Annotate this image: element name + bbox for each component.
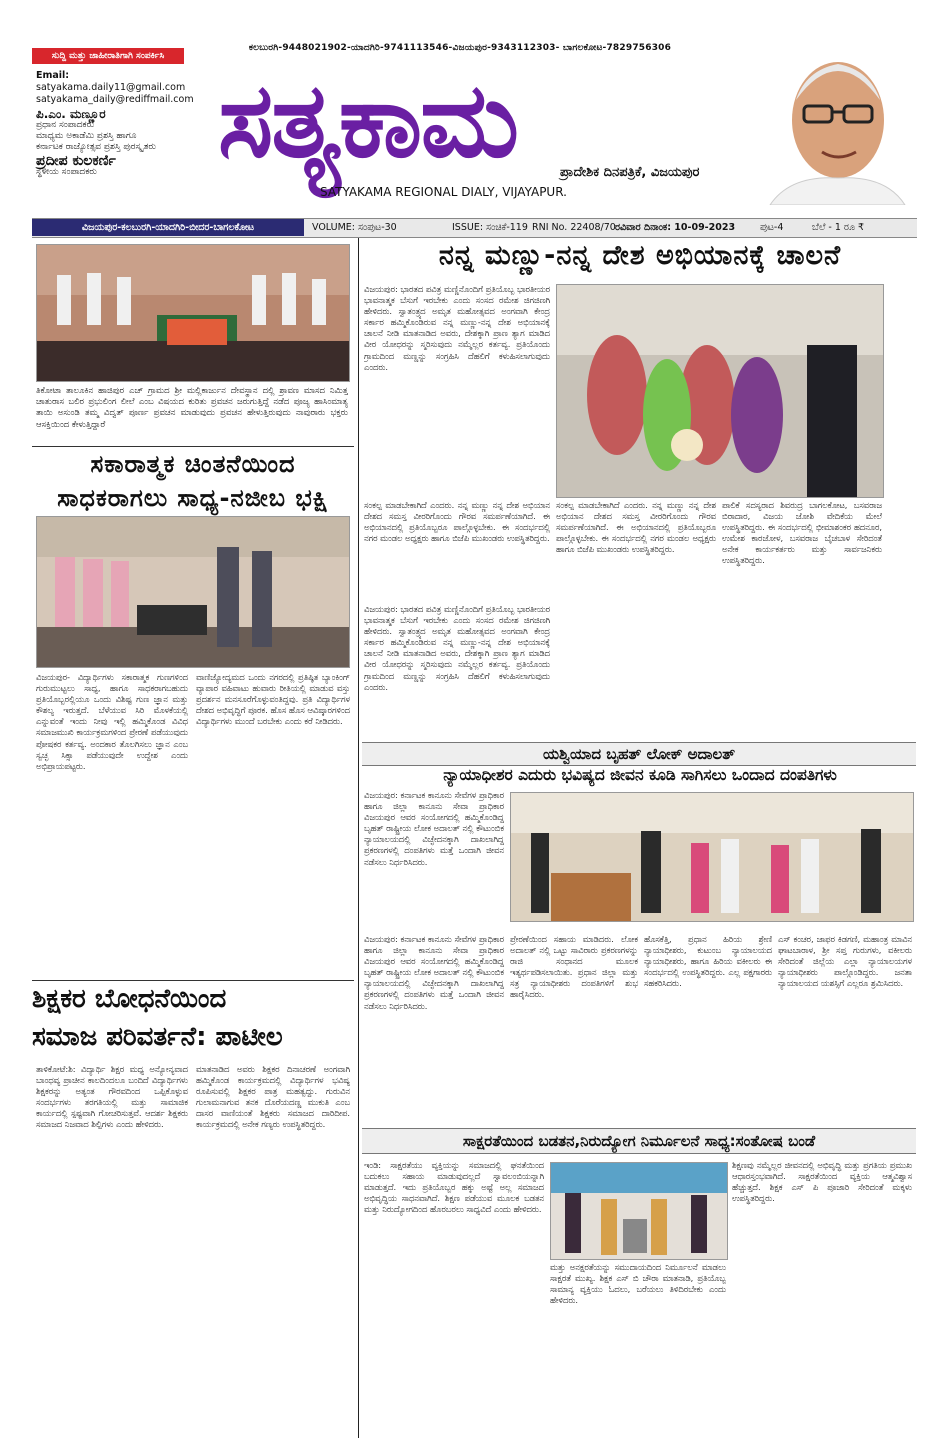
- lead-photo: [556, 284, 884, 498]
- email-1[interactable]: satyakama.daily11@gmail.com: [36, 82, 186, 93]
- editor-role-2: ಮಾಧ್ಯಮ ಅಕಾಡೆಮಿ ಪ್ರಶಸ್ತಿ ಹಾಗೂ: [36, 131, 137, 141]
- editor-role-1: ಪ್ರಧಾನ ಸಂಪಾದಕರು: [36, 120, 95, 130]
- rni-number: RNI No. 22408/70: [532, 222, 616, 233]
- lead-body-a: ವಿಜಯಪುರ: ಭಾರತದ ಪವಿತ್ರ ಮಣ್ಣಿನೊಂದಿಗೆ ಪ್ರತಿಯೊಬ್ಬ ಭಾರತೀಯರ ಭಾವನಾತ್ಮಕ ಬೆಸುಗೆ ಇರಬೇಕು ಎಂದು ಸಂಸದ ರಮೇಶ ಜಿಗಜಿಣಗಿ ಹೇಳಿದರು. ಸ್ವಾತಂತ್ರ್ಯದ ಅಮೃತ ಮಹೋತ್ಸವದ ಅಂಗವಾಗಿ ಕೇಂದ್ರ ಸರ್ಕಾರ ಹಮ್ಮಿಕೊಂಡಿರುವ ನನ್ನ ಮಣ್ಣು-ನನ್ನ ದೇಶ ಅಭಿಯಾನಕ್ಕೆ ಚಾಲನೆ ನೀಡಿ ಮಾತನಾಡಿದ ಅವರು, ದೇಶಕ್ಕಾಗಿ ಪ್ರಾಣ ತ್ಯಾಗ ಮಾಡಿದ ವೀರ ಯೋಧರನ್ನು ಸ್ಮರಿಸುವುದು ನಮ್ಮೆಲ್ಲರ ಕರ್ತವ್ಯ. ಪ್ರತಿಯೊಂದು ಗ್ರಾಮದಿಂದ ಮಣ್ಣನ್ನು ಸಂಗ್ರಹಿಸಿ ದೆಹಲಿಗೆ ಕಳುಹಿಸಲಾಗುವುದು ಎಂದರು.: [364, 284, 550, 372]
- lead-body-a2: ವಿಜಯಪುರ: ಭಾರತದ ಪವಿತ್ರ ಮಣ್ಣಿನೊಂದಿಗೆ ಪ್ರತಿಯೊಬ್ಬ ಭಾರತೀಯರ ಭಾವನಾತ್ಮಕ ಬೆಸುಗೆ ಇರಬೇಕು ಎಂದು ಸಂಸದ ರಮೇಶ ಜಿಗಜಿಣಗಿ ಹೇಳಿದರು. ಸ್ವಾತಂತ್ರ್ಯದ ಅಮೃತ ಮಹೋತ್ಸವದ ಅಂಗವಾಗಿ ಕೇಂದ್ರ ಸರ್ಕಾರ ಹಮ್ಮಿಕೊಂಡಿರುವ ನನ್ನ ಮಣ್ಣು-ನನ್ನ ದೇಶ ಅಭಿಯಾನಕ್ಕೆ ಚಾಲನೆ ನೀಡಿ ಮಾತನಾಡಿದ ಅವರು, ದೇಶಕ್ಕಾಗಿ ಪ್ರಾಣ ತ್ಯಾಗ ಮಾಡಿದ ವೀರ ಯೋಧರನ್ನು ಸ್ಮರಿಸುವುದು ನಮ್ಮೆಲ್ಲರ ಕರ್ತವ್ಯ. ಪ್ರತಿಯೊಂದು ಗ್ರಾಮದಿಂದ ಮಣ್ಣನ್ನು ಸಂಗ್ರಹಿಸಿ ದೆಹಲಿಗೆ ಕಳುಹಿಸಲಾಗುವುದು ಎಂದರು.: [364, 604, 550, 692]
- issue-date: ರವಿವಾರ ದಿನಾಂಕ: 10-09-2023: [615, 222, 736, 233]
- satsang-photo: [36, 244, 350, 382]
- founder-portrait: [760, 40, 910, 205]
- phone-numbers: ಕಲಬುರಗಿ-9448021902-ಯಾದಗಿರಿ-9741113546-ವಿಜಯಪುರ-9343112303- ಬಾಗಲಕೋಟ-7829756306: [248, 43, 672, 53]
- edition-places: ವಿಜಯಪುರ-ಕಲಬುರಗಿ-ಯಾದಗಿರಿ-ಬೀದರ-ಬಾಗಲಕೋಟ: [32, 219, 304, 236]
- page-count: ಪುಟ-4: [760, 222, 784, 233]
- teacher-body-a: ತಾಳಿಕೋಟೆ:ಶಿ: ವಿದ್ಯಾರ್ಥಿ ಶಿಕ್ಷರ ಮಧ್ಯ ಅನ್ಯೋನ್ಯವಾದ ಬಾಂಧವ್ಯ ಪ್ರಾಚೀನ ಕಾಲದಿಂದಲೂ ಬಂದಿದೆ ವಿದ್ಯಾರ್ಥಿಗಳು ಶಿಕ್ಷಕರನ್ನು ಅತ್ಯಂತ ಗೌರವದಿಂದ ಒಪ್ಪಿಕೊಳ್ಳುವ ಸಂದರ್ಭಗಳು ತರಗತಿಯಲ್ಲಿ ಮತ್ತು ಸಾಮಾಜಿಕ ಕಾರ್ಯದಲ್ಲಿ ಸ್ಪಷ್ಟವಾಗಿ ಗೋಚರಿಸುತ್ತವೆ. ಆದರ್ಶ ಶಿಕ್ಷಕರು ಸಮಾಜದ ನಿಜವಾದ ಶಿಲ್ಪಿಗಳು ಎಂದು ಹೇಳಿದರು.: [36, 1064, 188, 1130]
- lead-headline: ನನ್ನ ಮಣ್ಣು-ನನ್ನ ದೇಶ ಅಭಿಯಾನಕ್ಕೆ ಚಾಲನೆ: [438, 240, 842, 271]
- adalat-body-a2: ವಿಜಯಪುರ: ಕರ್ನಾಟಕ ಕಾನೂನು ಸೇವೆಗಳ ಪ್ರಾಧಿಕಾರ ಹಾಗೂ ಜಿಲ್ಲಾ ಕಾನೂನು ಸೇವಾ ಪ್ರಾಧಿಕಾರ ವಿಜಯಪುರ ಆವರ ಸಂಯೋಗದಲ್ಲಿ ಹಮ್ಮಿಕೊಂಡಿದ್ದ ಬೃಹತ್ ರಾಷ್ಟ್ರೀಯ ಲೋಕ ಅದಾಲತ್ ನಲ್ಲಿ ಕೌಟುಂಬಿಕ ನ್ಯಾಯಾಲಯದಲ್ಲಿ ವಿಚ್ಛೇದನಕ್ಕಾಗಿ ದಾಖಲಾಗಿದ್ದ ಪ್ರಕರಣಗಳಲ್ಲಿ ದಂಪತಿಗಳು ಮತ್ತೆ ಒಂದಾಗಿ ಜೀವನ ನಡೆಸಲು ನಿರ್ಧರಿಸಿದರು.: [364, 934, 504, 1011]
- teacher-body-b: ಮಾತನಾಡಿದ ಅವರು ಶಿಕ್ಷಕರ ದಿನಾಚರಣೆ ಅಂಗವಾಗಿ ಹಮ್ಮಿಕೊಂಡ ಕಾರ್ಯಕ್ರಮದಲ್ಲಿ ವಿದ್ಯಾರ್ಥಿಗಳ ಭವಿಷ್ಯ ರೂಪಿಸುವಲ್ಲಿ ಶಿಕ್ಷಕರ ಪಾತ್ರ ಮಹತ್ವದ್ದು. ಗುರುವಿನ ಗುಲಾಮನಾಗುವ ತನಕ ದೊರೆಯದಣ್ಣ ಮುಕುತಿ ಎಂಬ ದಾಸರ ವಾಣಿಯಂತೆ ಶಿಕ್ಷಕರು ಸಮಾಜದ ದಾರಿದೀಪ. ಕಾರ್ಯಕ್ರಮದಲ್ಲಿ ಅನೇಕ ಗಣ್ಯರು ಉಪಸ್ಥಿತರಿದ್ದರು.: [196, 1064, 350, 1130]
- lead-body-b: ಸಂಕಲ್ಪ ಮಾಡಬೇಕಾಗಿದೆ ಎಂದರು. ನನ್ನ ಮಣ್ಣು ನನ್ನ ದೇಶ ಅಭಿಯಾನ ದೇಶದ ಸಮಸ್ತ ವೀರರಿಗೊಂದು ಗೌರವ ಸಮರ್ಪಣೆಯಾಗಿದೆ. ಈ ಅಭಿಯಾನದಲ್ಲಿ ಪ್ರತಿಯೊಬ್ಬರೂ ಪಾಲ್ಗೊಳ್ಳಬೇಕು. ಈ ಸಂದರ್ಭದಲ್ಲಿ ನಗರ ಮಂಡಲ ಅಧ್ಯಕ್ಷರು ಹಾಗೂ ಬಿಜೆಪಿ ಮುಖಂಡರು ಉಪಸ್ಥಿತರಿದ್ದರು.: [364, 500, 550, 544]
- literacy-body-a: ಇಂಡಿ: ಸಾಕ್ಷರತೆಯು ವ್ಯಕ್ತಿಯನ್ನು ಸಮಾಜದಲ್ಲಿ ಘನತೆಯಿಂದ ಬದುಕಲು ಸಹಾಯ ಮಾಡುವುದಲ್ಲದೆ ಸ್ವಾವಲಂಬಿಯನ್ನಾಗಿ ಮಾಡುತ್ತದೆ. ಇದು ಪ್ರತಿಯೊಬ್ಬರ ಹಕ್ಕು ಅಷ್ಟೆ ಅಲ್ಲ ಸಮಾಜದ ಅಭಿವೃದ್ಧಿಯ ಸಾಧನವಾಗಿದೆ. ಶಿಕ್ಷಣ ಪಡೆಯುವ ಮೂಲಕ ಬಡತನ ಮತ್ತು ನಿರುದ್ಯೋಗದಿಂದ ಹೊರಬರಲು ಸಾಧ್ಯವಿದೆ ಎಂದು ಹೇಳಿದರು.: [364, 1160, 544, 1215]
- teacher-headline-1: ಶಿಕ್ಷಕರ ಬೋಧನೆಯಿಂದ: [32, 984, 227, 1014]
- editor-name: ಪಿ.ಎಂ. ಮಣ್ಣೂರ: [36, 107, 106, 121]
- teacher-headline-2: ಸಮಾಜ ಪರಿವರ್ತನೆ: ಪಾಟೀಲ: [32, 1022, 283, 1052]
- adalat-body-b: ಪ್ರೇರಣೆಯಿಂದ ಸಹಾಯ ಮಾಡಿದರು. ಲೋಕ ಅದಾಲತ್ ನಲ್ಲಿ ಒಟ್ಟು ಸಾವಿರಾರು ಪ್ರಕರಣಗಳನ್ನು ರಾಜಿ ಸಂಧಾನದ ಮೂಲಕ ಇತ್ಯರ್ಥಪಡಿಸಲಾಯಿತು. ಪ್ರಧಾನ ಜಿಲ್ಲಾ ಮತ್ತು ಸತ್ರ ನ್ಯಾಯಾಧೀಶರು ದಂಪತಿಗಳಿಗೆ ಶುಭ ಹಾರೈಸಿದರು.: [510, 934, 638, 1000]
- adalat-headline-2: ನ್ಯಾಯಾಧೀಶರ ಎದುರು ಭವಿಷ್ಯದ ಜೀವನ ಕೂಡಿ ಸಾಗಿಸಲು ಒಂದಾದ ದಂಪತಿಗಳು: [443, 766, 837, 784]
- rule: [32, 980, 354, 981]
- satsang-caption: ತಿಕೋಟಾ ತಾಲೂಕಿನ ಹಾಜಿಪುರ ಎಚ್ ಗ್ರಾಮದ ಶ್ರೀ ಮಲ್ಲಿಕಾರ್ಜುನ ದೇವಸ್ಥಾನ ದಲ್ಲಿ ಶ್ರಾವಣ ಮಾಸದ ನಿಮಿತ್ತ ಚಾತುರಾಸ ಬಲಿರ ಪ್ರಭುಲಿಂಗ ಲೀಲೆ ಎಂಬ ವಿಷಯದ ಕುರಿತು ಪ್ರವಚನ ಜರುಗುತ್ತಿದ್ದೆ ನಡೆದ ಪೂಜ್ಯ ಹಾಸಿಂಮಾತ್ಯ ತಾಯಿ ಅಸುಂಡಿ ತಮ್ಮ ವಿದ್ವತ್ ಪೂರ್ಣ ಪ್ರವಚನ ಮಾಡುವುದು ಪ್ರವಚನ ಹೇಳುತ್ತಿರುವುದು ನಾವುರಾರು ಭಕ್ತರು ಆಸಕ್ತಿಯಿಂದ ಕೇಳುತ್ತಿದ್ದಾರೆ: [36, 386, 348, 430]
- lead-body-b2: ಸಂಕಲ್ಪ ಮಾಡಬೇಕಾಗಿದೆ ಎಂದರು. ನನ್ನ ಮಣ್ಣು ನನ್ನ ದೇಶ ಅಭಿಯಾನ ದೇಶದ ಸಮಸ್ತ ವೀರರಿಗೊಂದು ಗೌರವ ಸಮರ್ಪಣೆಯಾಗಿದೆ. ಈ ಅಭಿಯಾನದಲ್ಲಿ ಪ್ರತಿಯೊಬ್ಬರೂ ಪಾಲ್ಗೊಳ್ಳಬೇಕು. ಈ ಸಂದರ್ಭದಲ್ಲಿ ನಗರ ಮಂಡಲ ಅಧ್ಯಕ್ಷರು ಹಾಗೂ ಬಿಜೆಪಿ ಮುಖಂಡರು ಉಪಸ್ಥಿತರಿದ್ದರು.: [556, 500, 716, 555]
- positive-thinking-headline-1: ಸಕಾರಾತ್ಮಕ ಚಿಂತನೆಯಿಂದ: [90, 450, 296, 478]
- local-editor-name: ಪ್ರದೀಪ ಕುಲಕರ್ಣಿ: [36, 153, 116, 169]
- adalat-photo: [510, 792, 914, 922]
- contact-block: [36, 70, 216, 178]
- positive-thinking-headline-2: ಸಾಧಕರಾಗಲು ಸಾಧ್ಯ-ನಜೀಬ ಭಕ್ಷಿ: [57, 484, 329, 512]
- positive-thinking-body-b: ವಾಣಿಜ್ಯೋದ್ಯಮದ ಒಂದು ನಗರದಲ್ಲಿ ಪ್ರತಿಷ್ಠಿತ ಬ್ಯಾಂಕಿಂಗ್ ವ್ಯಾಪಾರ ವಹಿವಾಟು ಹುವಾರು ರೀತಿಯಲ್ಲಿ ಮಾಡುವ ವಸ್ತು ಪ್ರದರ್ಶನ ಮನಸೂರೆಗೊಳ್ಳುವಂತಿದ್ದವು. ಪ್ರತಿ ವಿದ್ಯಾರ್ಥಿಗಳ ದೇಶದ ಅಭಿವೃದ್ಧಿಗೆ ಪೂರಕ. ಹೊಸ ಹೊಸ ಆವಿಷ್ಕಾರಗಳಿಂದ ವಿದ್ಯಾರ್ಥಿಗಳು ಮುಂದೆ ಬರಬೇಕು ಎಂದು ಕರೆ ನೀಡಿದರು.: [196, 672, 350, 727]
- price: ಬೆಲೆ - 1 ರೂ ₹: [812, 222, 865, 233]
- adalat-headline-1: ಯಶ್ವಿಯಾದ ಬೃಹತ್ ಲೋಕ್ ಅದಾಲತ್: [362, 742, 916, 766]
- column-divider: [358, 238, 359, 1438]
- literacy-photo: [550, 1162, 728, 1260]
- issue: ISSUE: ಸಂಚಿಕೆ-119: [452, 222, 528, 233]
- literacy-body-b: ಮತ್ತು ಅನಕ್ಷರತೆಯನ್ನು ಸಮುದಾಯದಿಂದ ನಿರ್ಮೂಲನೆ ಮಾಡಲು ಸಾಕ್ಷರತೆ ಮುಖ್ಯ. ಶಿಕ್ಷಕ ಎಸ್ ಬಿ ಚೌರಾ ಮಾತನಾಡಿ, ಪ್ರತಿಯೊಬ್ಬ ಸಾಮಾನ್ಯ ವ್ಯಕ್ತಿಯು ಓದಲು, ಬರೆಯಲು ತಿಳಿದಿರಬೇಕು ಎಂದು ಹೇಳಿದರು.: [550, 1262, 726, 1306]
- local-editor-role: ಸ್ಥಳೀಯ ಸಂಪಾದಕರು: [36, 167, 97, 177]
- contact-tag: ಸುದ್ದಿ ಮತ್ತು ಜಾಹೀರಾತಿಗಾಗಿ ಸಂಪರ್ಕಿಸಿ: [32, 48, 184, 64]
- adalat-body-d: ಎಸ್ ಕಂಚರ, ಜಾಫರ ಕಿಡಗಣಿ, ಮಹಾಂತ್ರ ಮಾವಿನ ಘಾಟಬಾರಾಳ, ಶ್ರೀ ಸಪ್ತ ಗುರುಗಳು, ವಕೀಲರು ಸೇರಿದಂತೆ ಜಿಲ್ಲೆಯ ಎಲ್ಲಾ ನ್ಯಾಯಾಲಯಗಳ ನ್ಯಾಯಾಧೀಶರು ಪಾಲ್ಗೊಂಡಿದ್ದರು. ಜನತಾ ನ್ಯಾಯಾಲಯದ ಯಶಸ್ಸಿಗೆ ಎಲ್ಲರೂ ಶ್ರಮಿಸಿದರು.: [778, 934, 912, 989]
- adalat-body-c: ಹೊಸಕೆತ್ತಿ, ಪ್ರಧಾನ ಹಿರಿಯ ಶ್ರೇಣಿ ನ್ಯಾಯಾಧೀಶರು, ಕುಟುಂಬ ನ್ಯಾಯಾಲಯದ ನ್ಯಾಯಾಧೀಶರು, ಹಾಗೂ ಹಿರಿಯ ವಕೀಲರು ಈ ಸಂದರ್ಭದಲ್ಲಿ ಉಪಸ್ಥಿತರಿದ್ದರು. ಎಲ್ಲ ಪಕ್ಷಗಾರರು ಸಹಕರಿಸಿದರು.: [644, 934, 772, 989]
- lead-body-c: ಪಾಲಿಕೆ ಸದಸ್ಯರಾದ ಶಿವರುದ್ರ ಬಾಗಲಕೋಟ, ಬಸವರಾಜ ಬಿರಾದಾರ, ವಿಜಯ ಜೋಶಿ ವೇದಿಕೆಯ ಮೇಲೆ ಉಪಸ್ಥಿತರಿದ್ದರು. ಈ ಸಂದರ್ಭದಲ್ಲಿ ಭೀಮಾಶಂಕರ ಹದನೂರ, ಉಮೇಶ ಕಾರಜೋಳ, ಬಸವರಾಜ ಬೈಚಬಾಳ ಸೇರಿದಂತೆ ಅನೇಕ ಕಾರ್ಯಕರ್ತರು ಮತ್ತು ಸಾರ್ವಜನಿಕರು ಉಪಸ್ಥಿತರಿದ್ದರು.: [722, 500, 882, 566]
- english-tagline: SATYAKAMA REGIONAL DIALY, VIJAYAPUR.: [320, 185, 567, 199]
- adalat-body-a: ವಿಜಯಪುರ: ಕರ್ನಾಟಕ ಕಾನೂನು ಸೇವೆಗಳ ಪ್ರಾಧಿಕಾರ ಹಾಗೂ ಜಿಲ್ಲಾ ಕಾನೂನು ಸೇವಾ ಪ್ರಾಧಿಕಾರ ವಿಜಯಪುರ ಆವರ ಸಂಯೋಗದಲ್ಲಿ ಹಮ್ಮಿಕೊಂಡಿದ್ದ ಬೃಹತ್ ರಾಷ್ಟ್ರೀಯ ಲೋಕ ಅದಾಲತ್ ನಲ್ಲಿ ಕೌಟುಂಬಿಕ ನ್ಯಾಯಾಲಯದಲ್ಲಿ ವಿಚ್ಛೇದನಕ್ಕಾಗಿ ದಾಖಲಾಗಿದ್ದ ಪ್ರಕರಣಗಳಲ್ಲಿ ದಂಪತಿಗಳು ಮತ್ತೆ ಒಂದಾಗಿ ಜೀವನ ನಡೆಸಲು ನಿರ್ಧರಿಸಿದರು.: [364, 790, 504, 867]
- rule: [32, 446, 354, 447]
- editor-role-3: ಕರ್ನಾಟಕ ರಾಜ್ಯೋತ್ಸವ ಪ್ರಶಸ್ತಿ ಪುರಸ್ಕೃತರು: [36, 142, 156, 152]
- volume: VOLUME: ಸಂಪುಟ-30: [312, 222, 397, 233]
- literacy-headline: ಸಾಕ್ಷರತೆಯಿಂದ ಬಡತನ,ನಿರುದ್ಯೋಗ ನಿರ್ಮೂಲನೆ ಸಾಧ್ಯ:ಸಂತೋಷ ಬಂಡೆ: [362, 1128, 916, 1154]
- email-2[interactable]: satyakama_daily@rediffmail.com: [36, 94, 194, 105]
- exhibition-photo: [36, 516, 350, 668]
- email-label: Email:: [36, 70, 70, 81]
- positive-thinking-body-a: ವಿಜಯಪುರ- ವಿದ್ಯಾರ್ಥಿಗಳು ಸಕಾರಾತ್ಮಕ ಗುಣಗಳಿಂದ ಗುರುಮುಟ್ಟಲು ಸಾಧ್ಯ, ಹಾಗೂ ಸಾಧಕರಾಗಬಹುದು ಪ್ರತಿಯೊಬ್ಬರಲ್ಲಿಯೂ ಒಂದು ವಿಶಿಷ್ಟ ಗುಣ ಜ್ಞಾನ ಮತ್ತು ಕೌಶಲ್ಯ ಇರುತ್ತದೆ. ಬೆಳೆಯುವ ಸಿರಿ ಮೊಳಕೆಯಲ್ಲಿ ಎನ್ನುವಂತೆ ಇಂದು ನೀವು ಇಲ್ಲಿ ಹಮ್ಮಿಕೊಂಡ ವಿವಿಧ ಸಮಾಜಮುಖಿ ಕಾರ್ಯಕ್ರಮಗಳಿಂದ ಪ್ರೇರಣೆ ಪಡೆಯುವುದು ಪೋಷಕರ ಕರ್ತವ್ಯ. ಅಂದಕಾರ ತೊಲಗಿಸಲು ಜ್ಞಾನ ಎಂಬ ಸ್ವಚ್ಛ ಸಿಕ್ಸಾ ಪಡೆಯುವುದೇ ಉದ್ದೇಶ ಎಂದು ಅಭಿಪ್ರಾಯಪಟ್ಟರು.: [36, 672, 188, 771]
- masthead-title: ಸತ್ಯಕಾಮ: [218, 59, 518, 181]
- literacy-body-c: ಶಿಕ್ಷಣವು ನಮ್ಮೆಲ್ಲರ ಜೀವನದಲ್ಲಿ ಅಭಿವೃದ್ಧಿ ಮತ್ತು ಪ್ರಗತಿಯ ಪ್ರಮುಖ ಆಧಾರಸ್ತಂಭವಾಗಿದೆ. ಸಾಕ್ಷರತೆಯಿಂದ ವ್ಯಕ್ತಿಯ ಆತ್ಮವಿಶ್ವಾಸ ಹೆಚ್ಚುತ್ತದೆ. ಶಿಕ್ಷಕ ಎಸ್ ಪಿ ಪೂಜಾರಿ ಸೇರಿದಂತೆ ಮಕ್ಕಳು ಉಪಸ್ಥಿತರಿದ್ದರು.: [732, 1160, 912, 1204]
- tagline: ಪ್ರಾದೇಶಿಕ ದಿನಪತ್ರಿಕೆ, ವಿಜಯಪುರ: [560, 165, 700, 180]
